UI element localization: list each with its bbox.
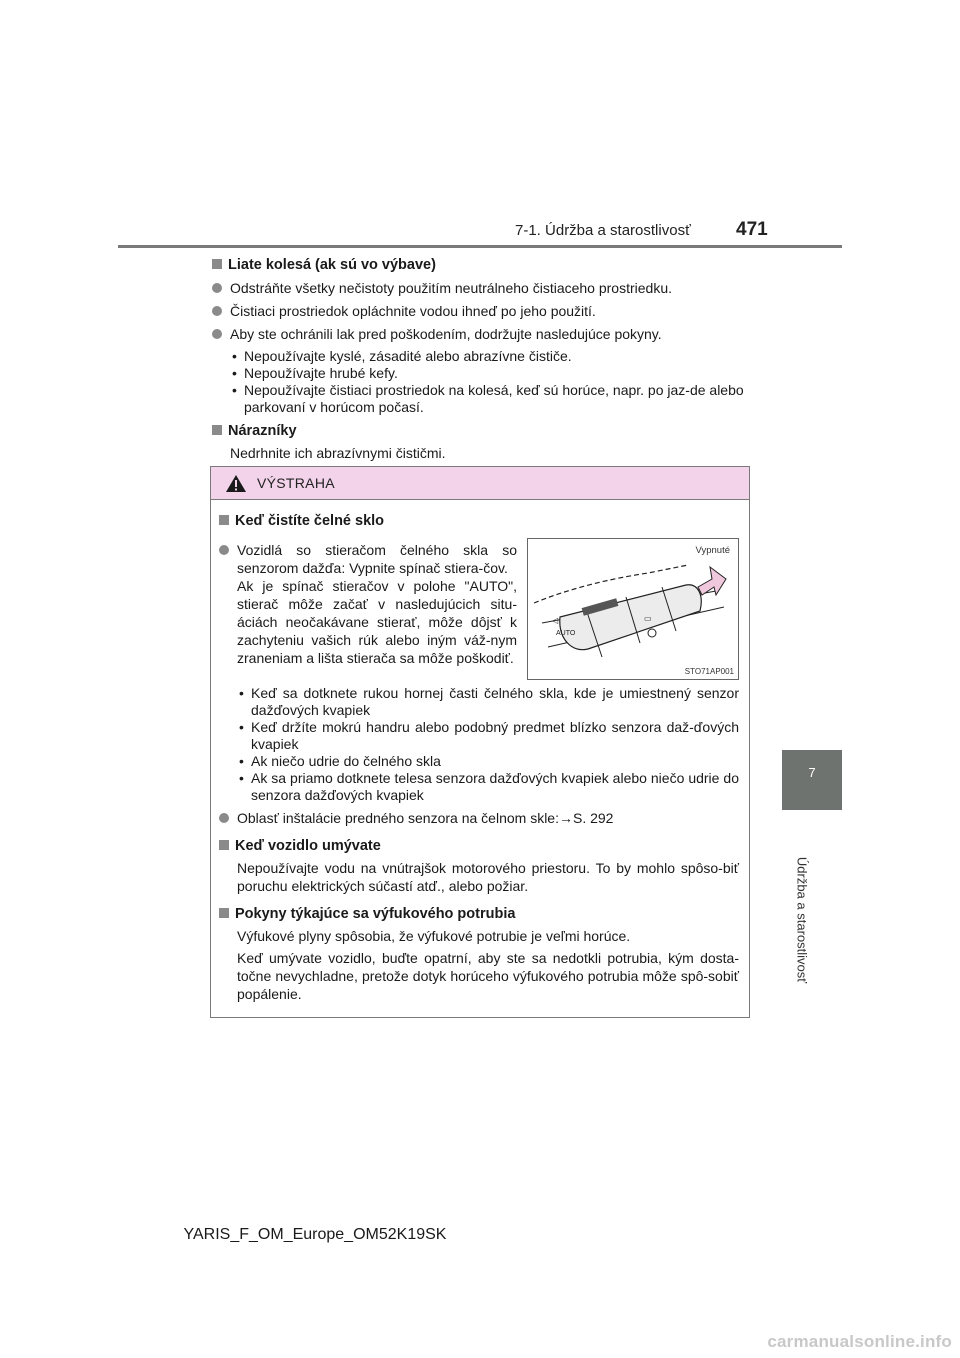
wiper-text <box>219 536 517 680</box>
list-item: • Nepoužívajte čistiaci prostriedok na kolesá, keď sú horúce, napr. po jaz-de alebo parkovaní v horúcom počasí. <box>230 382 752 416</box>
watermark: carmanualsonline.info <box>767 1332 952 1351</box>
svg-text:▭: ▭ <box>644 614 652 623</box>
paragraph: Nepoužívajte vodu na vnútrajšok motorového priestoru. To by mohlo spôso-biť poruchu elektrických súčastí atď., alebo požiar. <box>237 860 739 894</box>
paragraph: Nedrhnite ich abrazívnymi čističmi. <box>230 445 446 461</box>
paragraph: Keď umývate vozidlo, buďte opatrní, aby ste sa nedotkli potrubia, kým dosta-točne nevychladne, pretože dotyk horúceho výfukového potrubia môže spô-sobiť popálenie. <box>237 950 739 1002</box>
square-bullet-icon <box>212 259 222 269</box>
section-heading: Keď čistíte čelné sklo <box>219 512 739 530</box>
page-number: 471 <box>736 219 768 240</box>
warning-title: VÝSTRAHA <box>257 475 335 491</box>
warning-header <box>211 467 749 500</box>
list-item: • Nepoužívajte kyslé, zásadité alebo abrazívne čističe. <box>230 348 752 365</box>
section-heading: Pokyny týkajúce sa výfukového potrubia <box>219 905 739 923</box>
main-content <box>212 256 752 462</box>
warning-triangle-icon <box>225 474 247 493</box>
sub-list <box>230 348 752 416</box>
section-heading: Liate kolesá (ak sú vo výbave) <box>212 256 752 274</box>
list-item: • Ak sa priamo dotknete telesa senzora dažďových kvapiek alebo niečo udrie do senzora dažďových kvapiek <box>237 770 739 804</box>
bullet-item: Odstráňte všetky nečistoty použitím neutrálneho čistiaceho prostriedku. <box>212 279 752 297</box>
section-heading: Nárazníky <box>212 422 752 440</box>
warning-box <box>210 466 750 1018</box>
square-bullet-icon <box>219 515 229 525</box>
bullet-item: Čistiaci prostriedok opláchnite vodou ihneď po jeho použití. <box>212 302 752 320</box>
round-bullet-icon <box>212 283 222 293</box>
sub-list <box>237 685 739 804</box>
figure-label-off: Vypnuté <box>695 545 730 556</box>
wiper-switch-figure <box>527 538 739 680</box>
chapter-title-text: Údržba a starostlivosť <box>794 856 810 984</box>
round-bullet-icon <box>219 813 229 823</box>
square-bullet-icon <box>219 840 229 850</box>
round-bullet-icon <box>212 306 222 316</box>
warning-body <box>211 500 749 1003</box>
paragraph: Výfukové plyny spôsobia, že výfukové potrubie je veľmi horúce. <box>237 928 631 944</box>
header-rule <box>118 245 842 248</box>
bullet-item: Oblasť inštalácie predného senzora na čelnom skle:→S. 292 <box>219 809 739 827</box>
header-section-title: 7-1. Údržba a starostlivosť <box>515 222 691 239</box>
svg-text:◁: ◁ <box>552 616 559 625</box>
figure-code: STO71AP001 <box>684 667 734 676</box>
round-bullet-icon <box>212 329 222 339</box>
list-item: • Nepoužívajte hrubé kefy. <box>230 365 752 382</box>
list-item: • Keď sa dotknete rukou hornej časti čelného skla, kde je umiestnený senzor dažďových kvapiek <box>237 685 739 719</box>
list-item: • Ak niečo udrie do čelného skla <box>237 753 739 770</box>
footer-doc-code: YARIS_F_OM_Europe_OM52K19SK <box>183 1226 447 1243</box>
wiper-lever-illustration <box>528 539 738 679</box>
square-bullet-icon <box>219 908 229 918</box>
bullet-item: Vozidlá so stieračom čelného skla so senzorom dažďa: Vypnite spínač stiera-čov. Ak je spínač stieračov v polohe "AUTO", stierač môže začať v nasledujúcich situ-áciách neočakávane stierať, môže dôjsť k zachyteniu vašich rúk alebo iným váž-nym zraneniam a lišta stierača sa môže poškodiť. <box>219 541 517 667</box>
chapter-number: 7 <box>808 765 816 780</box>
section-heading: Keď vozidlo umývate <box>219 837 739 855</box>
square-bullet-icon <box>212 425 222 435</box>
bullet-item: Aby ste ochránili lak pred poškodením, dodržujte nasledujúce pokyny. <box>212 325 752 343</box>
wiper-row <box>219 536 739 680</box>
chapter-tab <box>782 750 842 810</box>
list-item: • Keď držíte mokrú handru alebo podobný predmet blízko senzora daž-ďových kvapiek <box>237 719 739 753</box>
auto-mark: AUTO <box>556 630 576 637</box>
round-bullet-icon <box>219 545 229 555</box>
